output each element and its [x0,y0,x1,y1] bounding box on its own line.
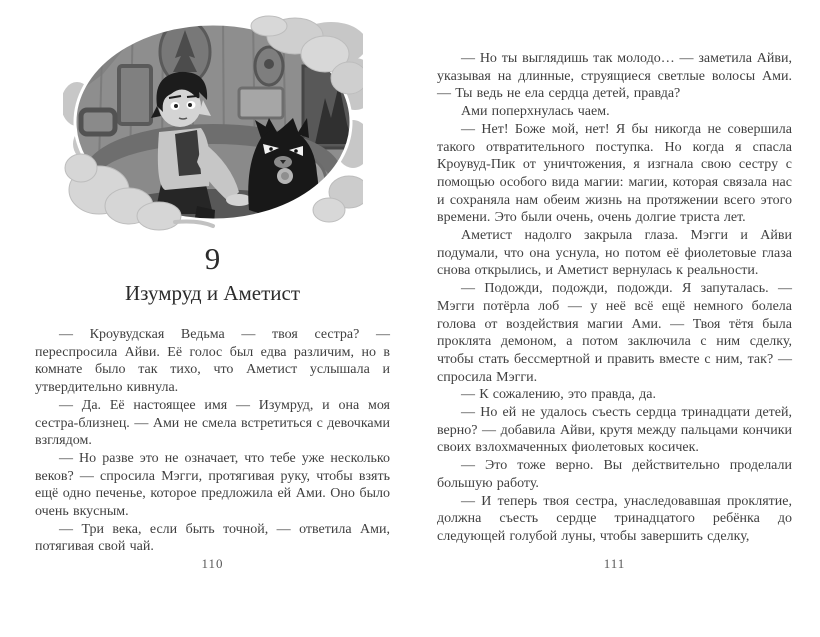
paragraph: — Но ты выглядишь так молодо… — заметила Айви, указывая на длинные, струящиеся светлые волосы Ами. — Ты ведь не ела сердца детей, правда? [437,51,792,102]
paragraph: Аметист надолго закрыла глаза. Мэгги и Айви подумали, что она уснула, но потом её фиолетовые глаза снова открылись, и Аметист вернулась к реальности. [437,228,792,279]
page-right [410,0,820,637]
paragraph: — Три века, если быть точной, — ответила Ами, потягивая свой чай. [35,521,390,555]
page-number-left: 110 [201,556,224,571]
paragraph: — Подожди, подожди, подожди. Я запуталась. — Мэгги потёрла лоб — у неё всё ещё немного болела голова от воздействия магии Ами. — Твоя тётя была проклята демоном, а потом заключила с ним сделку, чтобы стать бессмертной и править вместе с ним, так? — спросила Мэгги. [437,281,792,385]
paragraph: — Это тоже верно. Вы действительно проделали большую работу. [437,458,792,491]
paragraph: — К сожалению, это правда, да. [461,387,656,403]
paragraph: — Нет! Боже мой, нет! Я бы никогда не совершила такого отвратительного поступка. Но когда я спасла Кроувуд-Пик от уничтожения, я изгнала свою сестру с помощью особого вида магии: магии, которая связала нас и сохраняла нам обеим жизнь на протяжении всего этого времени. Это были очень, очень долгие триста лет. [437,121,792,226]
chapter-illustration [35,14,390,240]
left-page-text [35,326,390,556]
paragraph: — Но разве это не означает, что тебе уже несколько веков? — спросила Мэгги, протягивая руку, чтобы взять ещё одно печенье, которое предложила ей Ами. Оно было очень вкусным. [35,450,390,520]
paragraph: — Кроувудская Ведьма — твоя сестра? — переспросила Айви. Её голос был едва различим, но в комнате было так тихо, что Аметист услышала и утвердительно кивнула. [35,327,390,396]
paragraph: — Да. Её настоящее имя — Изумруд, и она моя сестра-близнец. — Ами не смела встретиться с девочками взглядом. [35,397,390,449]
right-page-text [437,50,792,546]
boy-and-cat-illustration [63,14,363,240]
chapter-title: Изумруд и Аметист [124,281,301,305]
paragraph: — И теперь твоя сестра, унаследовавшая проклятие, должна съесть сердце тринадцатого ребёнка до следующей голубой луны, чтобы завершить сделку, [437,493,792,544]
page-number-right: 111 [603,556,626,571]
paragraph: Ами поперхнулась чаем. [461,104,610,120]
chapter-number: 9 [204,241,221,276]
paragraph: — Но ей не удалось съесть сердца тринадцати детей, верно? — добавила Айви, крутя между пальцами кончики своих взлохмаченных фиолетовых косичек. [437,405,792,456]
